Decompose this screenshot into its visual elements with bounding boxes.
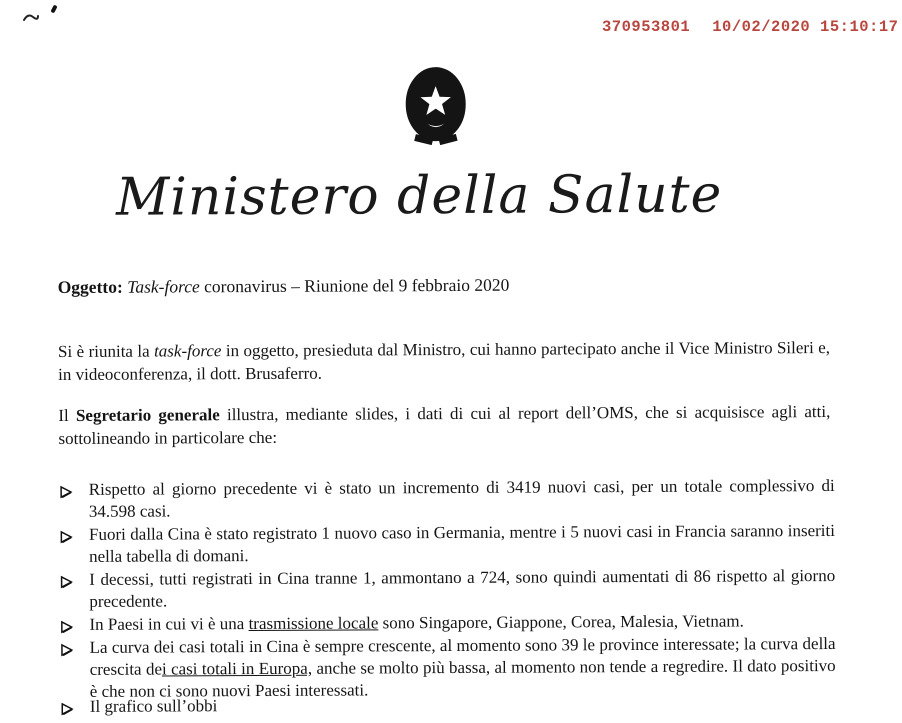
bullet-text: Fuori dalla Cina è stato registrato 1 nuovo caso in Germania, mentre i 5 nuovi casi in Francia saranno inseriti nella tabella di domani. — [88, 520, 836, 566]
arrowhead-bullet-icon — [60, 573, 73, 595]
bullet-text: In Paesi in cui vi è una trasmissione locale sono Singapore, Giappone, Corea, Malesia, Vietnam. — [89, 611, 744, 634]
bullet-text: La curva dei casi totali in Cina è sempre crescente, al momento sono 39 le province interessate; la curva della crescita dei casi totali in Europa, anche se molto più bassa, al momento non tende a regredire. Il dato positivo è che non ci sono nuovi Paesi interessati. — [89, 633, 836, 701]
bullet-text: I decessi, tutti registrati in Cina tranne 1, ammontano a 724, sono quindi aumentati di 86 rispetto al giorno precedente. — [89, 565, 836, 611]
bullet-item — [59, 610, 835, 636]
protocol-number: 370953801 — [602, 18, 691, 36]
ministry-title: Ministero della Salute — [115, 164, 723, 228]
paragraph-intro: Si è riunita la task-force in oggetto, presieduta dal Ministro, cui hanno partecipato anche il Vice Ministro Sileri e, in videoconferenza, il dott. Brusaferro. — [57, 338, 831, 384]
bullet-item — [59, 565, 835, 613]
bullet-item — [59, 520, 835, 568]
arrowhead-bullet-icon — [61, 641, 74, 663]
arrowhead-bullet-icon — [61, 700, 74, 722]
arrowhead-bullet-icon — [60, 528, 73, 550]
bullet-text: Rispetto al giorno precedente vi è stato un incremento di 3419 nuovi casi, per un totale complessivo di 34.598 casi. — [88, 475, 835, 521]
subject-line: Oggetto: Task-force coronavirus – Riunione del 9 febbraio 2020 — [57, 274, 510, 298]
protocol-datetime: 10/02/2020 15:10:17 — [712, 18, 899, 36]
italy-emblem-icon — [400, 62, 471, 163]
arrowhead-bullet-icon — [60, 483, 73, 505]
bullet-item-clipped — [60, 692, 836, 718]
bullet-text: Il grafico sull’obbi — [89, 696, 218, 716]
bullet-list — [59, 475, 836, 719]
paragraph-secretary: Il Segretario generale illustra, mediante slides, i dati di cui al report dell’OMS, che si acquisisce agli atti, sottolineando in particolare che: — [58, 402, 831, 448]
bullet-item — [59, 475, 835, 523]
